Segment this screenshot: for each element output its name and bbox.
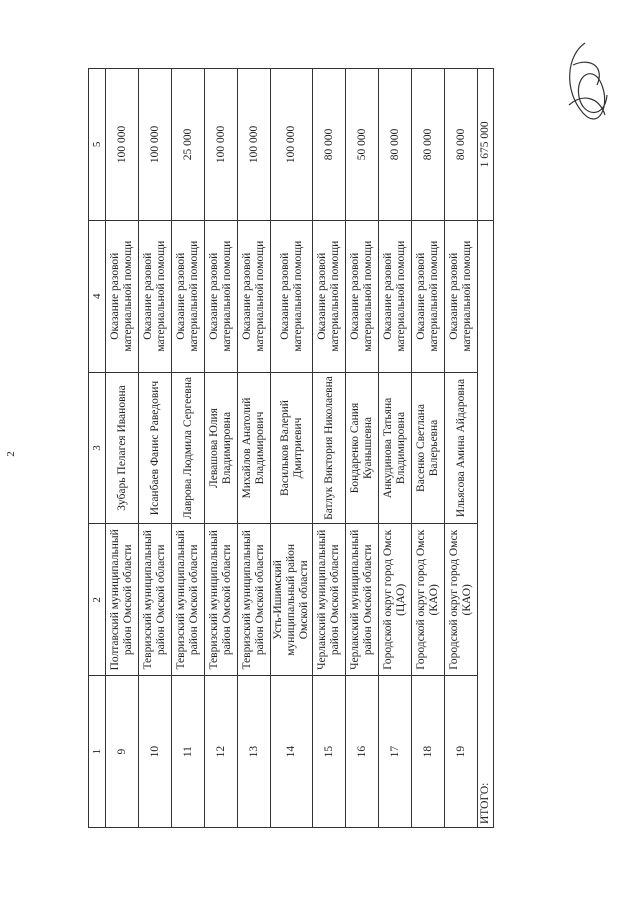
row-number: 14 (271, 676, 313, 828)
row-recipient: Батлук Виктория Николаевна (313, 372, 346, 524)
table-row (271, 69, 313, 828)
row-aid-type: Оказание разовой материальной помощи (238, 220, 271, 372)
row-district: Полтавский муниципальный район Омской области (106, 524, 139, 676)
header-col-1: 1 (89, 676, 106, 828)
row-aid-type: Оказание разовой материальной помощи (346, 220, 379, 372)
row-recipient: Ильясова Амина Айдаровна (445, 372, 478, 524)
row-district: Черлакский муниципальный район Омской области (346, 524, 379, 676)
table-row (379, 69, 412, 828)
total-amount: 1 675 000 (478, 69, 494, 221)
row-amount: 100 000 (205, 69, 238, 221)
row-aid-type: Оказание разовой материальной помощи (379, 220, 412, 372)
row-number: 16 (346, 676, 379, 828)
row-district: Тевризский муниципальный район Омской области (205, 524, 238, 676)
row-aid-type: Оказание разовой материальной помощи (139, 220, 172, 372)
row-recipient: Бондаренко Сания Куанышевна (346, 372, 379, 524)
row-number: 10 (139, 676, 172, 828)
row-district: Городской округ город Омск (КАО) (412, 524, 445, 676)
page-number: 2 (4, 451, 17, 457)
row-amount: 100 000 (238, 69, 271, 221)
row-amount: 50 000 (346, 69, 379, 221)
row-recipient: Зубарь Пелагея Ивановна (106, 372, 139, 524)
header-row (89, 69, 106, 828)
row-number: 13 (238, 676, 271, 828)
total-label: ИТОГО: (478, 220, 494, 827)
row-number: 12 (205, 676, 238, 828)
row-amount: 100 000 (139, 69, 172, 221)
rotated-table-wrapper (88, 68, 540, 828)
row-district: Усть-Ишимский муниципальный район Омской области (271, 524, 313, 676)
row-recipient: Анкудинова Татьяна Владимировна (379, 372, 412, 524)
row-recipient: Васенко Светлана Валерьевна (412, 372, 445, 524)
row-number: 9 (106, 676, 139, 828)
row-aid-type: Оказание разовой материальной помощи (172, 220, 205, 372)
header-col-3: 3 (89, 372, 106, 524)
table-row (139, 69, 172, 828)
row-amount: 80 000 (445, 69, 478, 221)
row-aid-type: Оказание разовой материальной помощи (445, 220, 478, 372)
row-aid-type: Оказание разовой материальной помощи (205, 220, 238, 372)
row-district: Тевризский муниципальный район Омской области (139, 524, 172, 676)
row-number: 17 (379, 676, 412, 828)
row-district: Тевризский муниципальный район Омской области (172, 524, 205, 676)
table-row (445, 69, 478, 828)
row-amount: 100 000 (106, 69, 139, 221)
aid-table (88, 68, 494, 828)
row-amount: 80 000 (379, 69, 412, 221)
table-row (412, 69, 445, 828)
table-row (172, 69, 205, 828)
row-recipient: Лаврова Людмила Сергеевна (172, 372, 205, 524)
header-col-2: 2 (89, 524, 106, 676)
row-amount: 80 000 (313, 69, 346, 221)
row-recipient: Васильков Валерий Дмитриевич (271, 372, 313, 524)
row-recipient: Михайлов Анатолий Владимирович (238, 372, 271, 524)
row-amount: 80 000 (412, 69, 445, 221)
row-number: 18 (412, 676, 445, 828)
table-row (313, 69, 346, 828)
header-col-5: 5 (89, 69, 106, 221)
table-row (238, 69, 271, 828)
row-aid-type: Оказание разовой материальной помощи (271, 220, 313, 372)
row-number: 15 (313, 676, 346, 828)
row-district: Городской округ город Омск (ЦАО) (379, 524, 412, 676)
total-row (478, 69, 494, 828)
row-district: Черлакский муниципальный район Омской области (313, 524, 346, 676)
signature-mark (555, 35, 615, 135)
row-recipient: Левашова Юлия Владимировна (205, 372, 238, 524)
row-aid-type: Оказание разовой материальной помощи (106, 220, 139, 372)
row-recipient: Исанбаев Фанис Раведович (139, 372, 172, 524)
row-aid-type: Оказание разовой материальной помощи (412, 220, 445, 372)
table-row (346, 69, 379, 828)
table-row (106, 69, 139, 828)
row-district: Городской округ город Омск (КАО) (445, 524, 478, 676)
row-number: 19 (445, 676, 478, 828)
header-col-4: 4 (89, 220, 106, 372)
row-aid-type: Оказание разовой материальной помощи (313, 220, 346, 372)
row-district: Тевризский муниципальный район Омской области (238, 524, 271, 676)
row-number: 11 (172, 676, 205, 828)
table-row (205, 69, 238, 828)
row-amount: 25 000 (172, 69, 205, 221)
row-amount: 100 000 (271, 69, 313, 221)
